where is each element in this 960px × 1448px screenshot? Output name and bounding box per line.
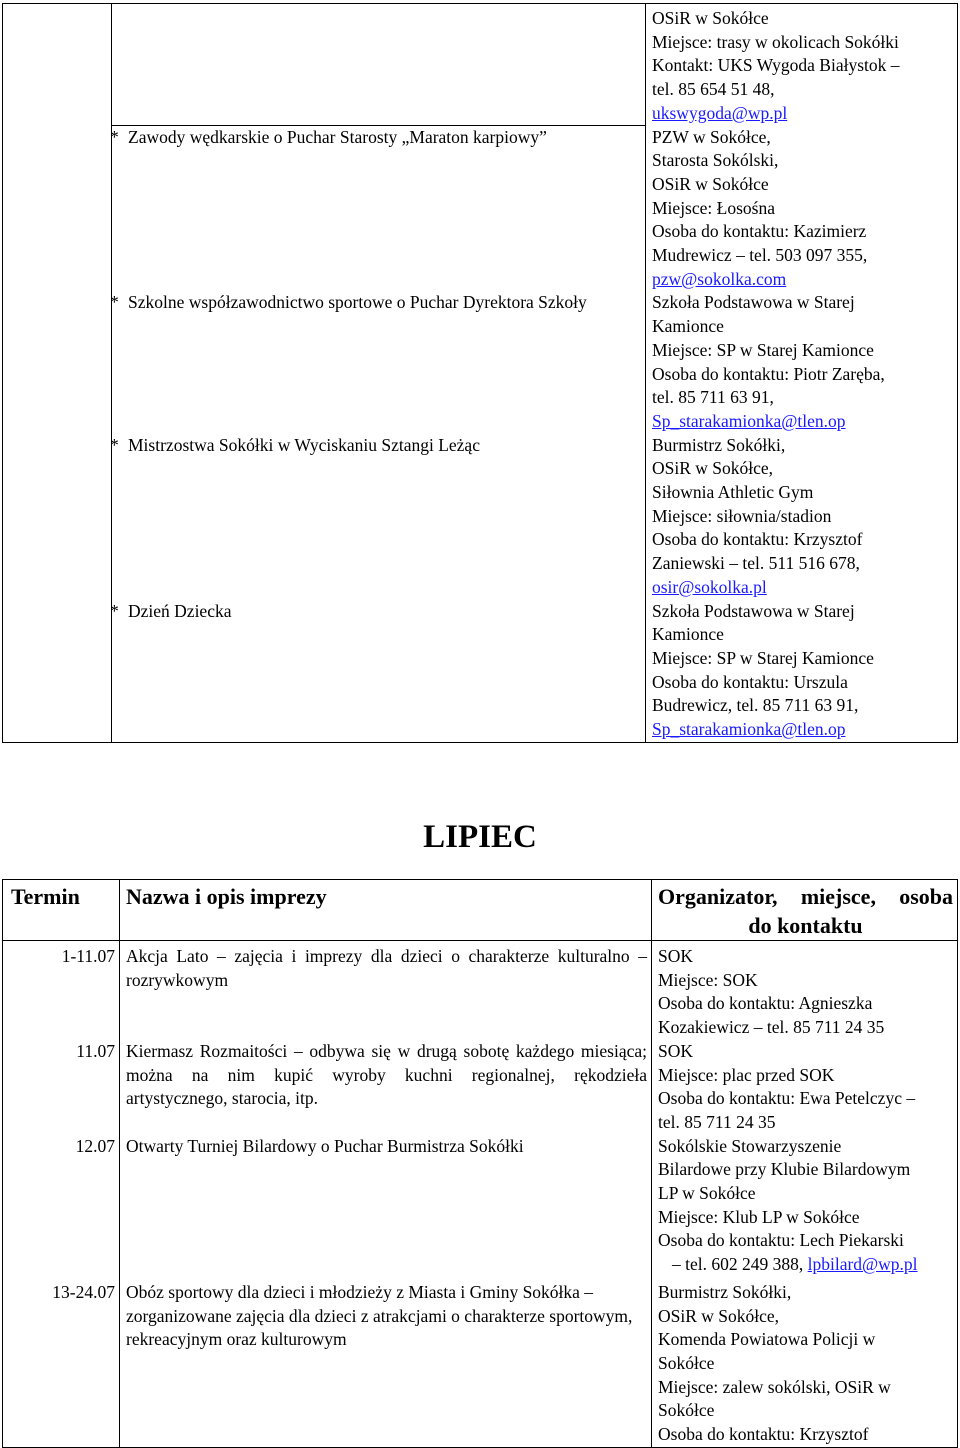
header-organizer-line: do kontaktu xyxy=(748,913,863,938)
organizer-line: Zaniewski – tel. 511 516 678, xyxy=(652,553,860,574)
table-row xyxy=(3,434,958,600)
header-term: Termin xyxy=(3,880,120,941)
organizer-line: LP w Sokółce xyxy=(658,1183,756,1204)
organizer-line: Osoba do kontaktu: Ewa Petelczyc – xyxy=(658,1088,916,1109)
table-row xyxy=(3,126,958,292)
organizer-line: Mudrewicz – tel. 503 097 355, xyxy=(652,245,868,266)
header-name: Nazwa i opis imprezy xyxy=(120,880,652,941)
event-name: Kiermasz Rozmaitości – odbywa się w drugą sobotę każdego miesiąca; można na nim kupić wyroby kuchni regionalnej, rękodzieła artystycznego, starocia, itp. xyxy=(120,1040,652,1135)
event-name: Zawody wędkarskie o Puchar Starosty „Maraton karpiowy” xyxy=(128,127,547,148)
email-link[interactable]: osir@sokolka.pl xyxy=(652,576,767,597)
organizer-line: Szkoła Podstawowa w Starej xyxy=(652,292,855,313)
term-cell: 1-11.07 xyxy=(3,941,120,1040)
header-organizer xyxy=(652,880,958,941)
organizer-line: Sokółce xyxy=(658,1352,715,1373)
term-cell: 12.07 xyxy=(3,1135,120,1277)
organizer-line: Starosta Sokólski, xyxy=(652,150,779,171)
organizer-line: Sokółce xyxy=(658,1400,715,1421)
header-organizer-line: Organizator, miejsce, osoba xyxy=(658,884,953,909)
term-cell: 11.07 xyxy=(3,1040,120,1135)
organizer-line: Budrewicz, tel. 85 711 63 91, xyxy=(652,695,859,716)
organizer-line: Osoba do kontaktu: Kazimierz xyxy=(652,221,867,242)
organizer-line: OSiR w Sokółce xyxy=(652,173,769,194)
event-name: Akcja Lato – zajęcia i imprezy dla dzieci o charakterze kulturalno – rozrywkowym xyxy=(120,941,652,1040)
bullet-star: * xyxy=(110,600,119,621)
table-row xyxy=(3,1135,958,1277)
organizer-line-prefix: – tel. 602 249 388, xyxy=(672,1254,804,1275)
organizer-line: Siłownia Athletic Gym xyxy=(652,482,814,503)
organizer-cell xyxy=(646,291,958,433)
table-header-row xyxy=(3,880,958,941)
table-row xyxy=(3,1277,958,1447)
term-cell xyxy=(3,291,112,433)
organizer-line: tel. 85 654 51 48, xyxy=(652,79,775,100)
event-cell xyxy=(112,291,646,433)
organizer-cell xyxy=(652,941,958,1040)
organizer-line: Komenda Powiatowa Policji w xyxy=(658,1329,876,1350)
term-cell xyxy=(3,600,112,743)
organizer-line: Osoba do kontaktu: Krzysztof xyxy=(658,1424,869,1445)
organizer-line: OSiR w Sokółce xyxy=(652,8,769,28)
email-link[interactable]: Sp_starakamionka@tlen.op xyxy=(652,719,846,740)
organizer-line: Osoba do kontaktu: Agnieszka xyxy=(658,993,873,1014)
section-title: LIPIEC xyxy=(423,819,537,855)
term-cell xyxy=(3,434,112,600)
events-table-july xyxy=(2,879,958,1448)
organizer-line: Kontakt: UKS Wygoda Białystok – xyxy=(652,55,900,76)
table-row xyxy=(3,941,958,1040)
organizer-line: Kamionce xyxy=(652,624,724,645)
organizer-line: tel. 85 711 24 35 xyxy=(658,1111,776,1132)
event-name: Obóz sportowy dla dzieci i młodzieży z Miasta i Gminy Sokółka – zorganizowane zajęcia dla dzieci z atrakcjami o charakterze sportowym, rekreacyjnym oraz kulturowym xyxy=(120,1277,652,1447)
organizer-line: Osoba do kontaktu: Piotr Zaręba, xyxy=(652,363,885,384)
table-row xyxy=(3,291,958,433)
organizer-line: SOK xyxy=(658,946,694,966)
organizer-line: Sokólskie Stowarzyszenie xyxy=(658,1135,842,1156)
organizer-line: Miejsce: trasy w okolicach Sokółki xyxy=(652,31,899,52)
organizer-line: tel. 85 711 63 91, xyxy=(652,387,774,408)
organizer-line: Miejsce: siłownia/stadion xyxy=(652,505,832,526)
email-link[interactable]: ukswygoda@wp.pl xyxy=(652,102,788,123)
organizer-line: Miejsce: SP w Starej Kamionce xyxy=(652,647,874,668)
organizer-line: Bilardowe przy Klubie Bilardowym xyxy=(658,1159,911,1180)
organizer-cell xyxy=(646,600,958,743)
event-name: Dzień Dziecka xyxy=(128,600,232,621)
organizer-line: Szkoła Podstawowa w Starej xyxy=(652,600,855,621)
email-link[interactable]: lpbilard@wp.pl xyxy=(807,1254,918,1275)
organizer-line: Miejsce: Klub LP w Sokółce xyxy=(658,1206,860,1227)
event-cell xyxy=(112,434,646,600)
event-name: Szkolne współzawodnictwo sportowe o Puchar Dyrektora Szkoły xyxy=(128,292,587,313)
table-row xyxy=(3,600,958,743)
organizer-line: Osoba do kontaktu: Lech Piekarski xyxy=(658,1230,904,1251)
organizer-line: Miejsce: plac przed SOK xyxy=(658,1064,835,1085)
organizer-line: Miejsce: SP w Starej Kamionce xyxy=(652,339,874,360)
event-cell xyxy=(112,126,646,292)
email-link[interactable]: Sp_starakamionka@tlen.op xyxy=(652,410,846,431)
event-cell xyxy=(112,4,646,126)
bullet-star: * xyxy=(110,127,119,148)
organizer-line: Burmistrz Sokółki, xyxy=(652,434,786,455)
organizer-line: OSiR w Sokółce, xyxy=(652,458,774,479)
organizer-line: PZW w Sokółce, xyxy=(652,126,771,147)
email-link[interactable]: pzw@sokolka.com xyxy=(652,268,787,289)
bullet-star: * xyxy=(110,292,119,313)
organizer-line: Miejsce: zalew sokólski, OSiR w xyxy=(658,1376,891,1397)
organizer-cell xyxy=(652,1135,958,1277)
organizer-cell xyxy=(646,4,958,126)
organizer-cell xyxy=(652,1277,958,1447)
organizer-cell xyxy=(646,434,958,600)
organizer-line: Kozakiewicz – tel. 85 711 24 35 xyxy=(658,1017,885,1038)
organizer-line: Burmistrz Sokółki, xyxy=(658,1281,792,1302)
organizer-line: SOK xyxy=(658,1040,694,1061)
table-row xyxy=(3,4,958,126)
organizer-line: Osoba do kontaktu: Krzysztof xyxy=(652,529,863,550)
event-cell xyxy=(112,600,646,743)
organizer-cell xyxy=(646,126,958,292)
organizer-line: Osoba do kontaktu: Urszula xyxy=(652,671,848,692)
organizer-line xyxy=(658,1253,953,1277)
event-name: Mistrzostwa Sokółki w Wyciskaniu Sztangi Leżąc xyxy=(128,434,480,455)
event-name: Otwarty Turniej Bilardowy o Puchar Burmistrza Sokółki xyxy=(120,1135,652,1277)
events-table-top xyxy=(2,3,958,743)
organizer-line: Miejsce: Łosośna xyxy=(652,197,775,218)
bullet-star: * xyxy=(110,434,119,455)
term-cell: 13-24.07 xyxy=(3,1277,120,1447)
organizer-line: OSiR w Sokółce, xyxy=(658,1305,780,1326)
term-cell xyxy=(3,126,112,292)
term-cell xyxy=(3,4,112,126)
organizer-line: Kamionce xyxy=(652,316,724,337)
table-row xyxy=(3,1040,958,1135)
organizer-line: Miejsce: SOK xyxy=(658,969,758,990)
organizer-cell xyxy=(652,1040,958,1135)
